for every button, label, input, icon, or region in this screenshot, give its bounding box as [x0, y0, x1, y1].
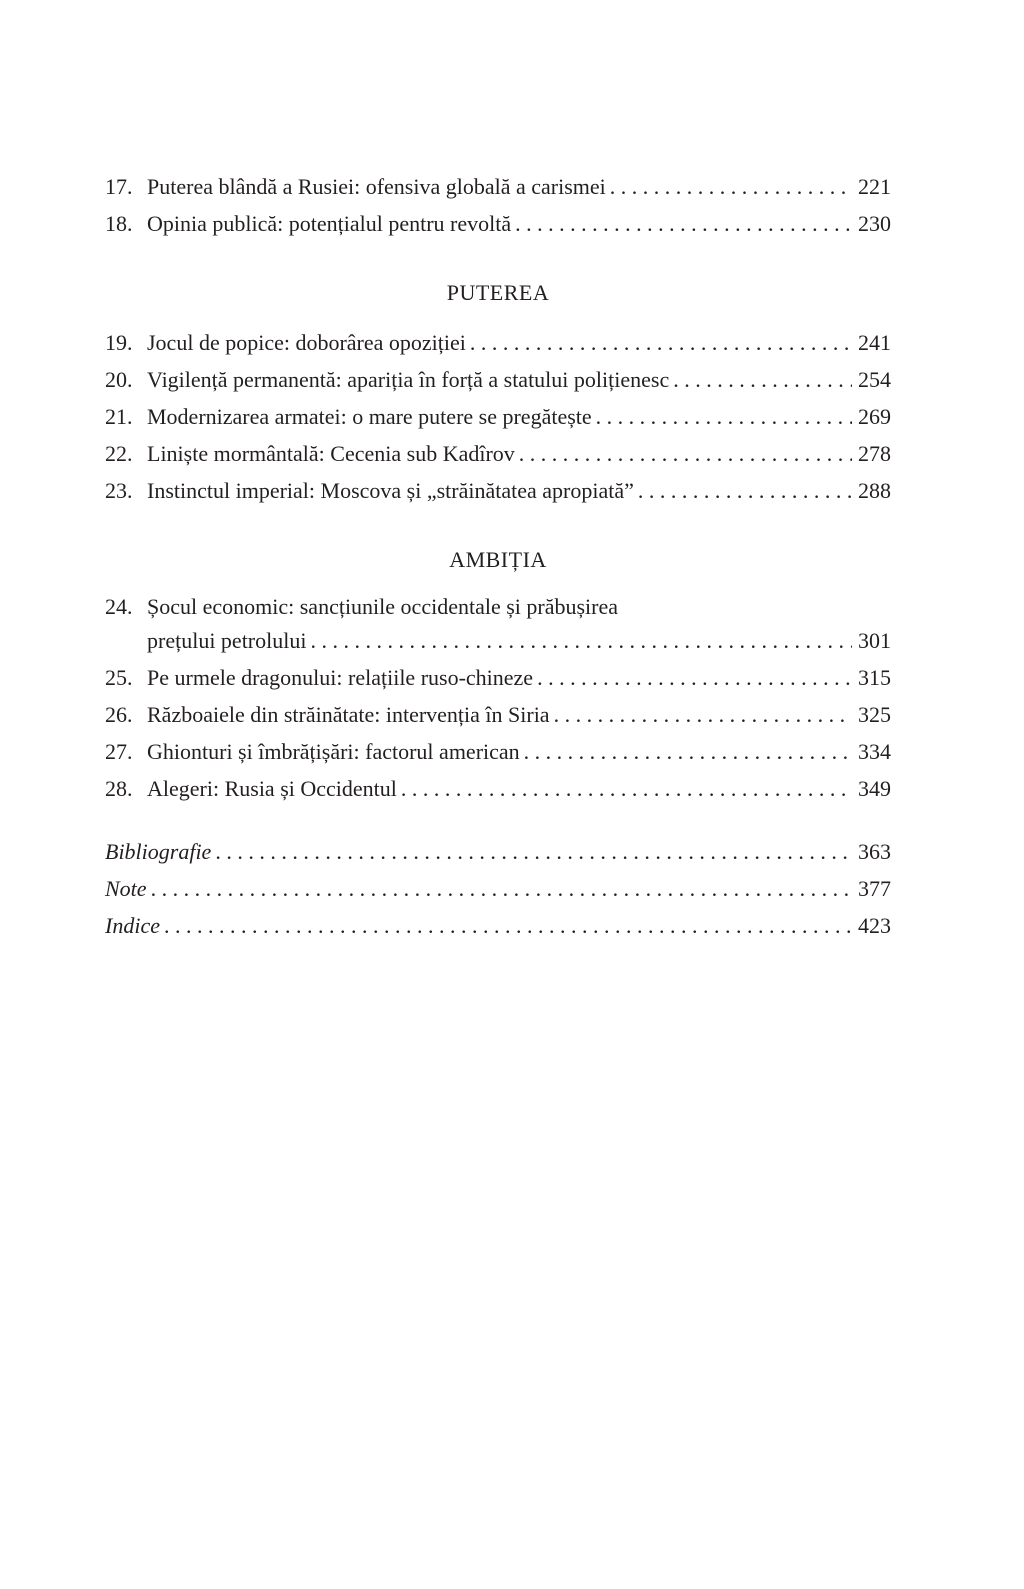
- page-number: 278: [858, 441, 891, 466]
- page-number: 334: [858, 739, 891, 764]
- chapter-title: Opinia publică: potențialul pentru revoltă: [147, 211, 512, 236]
- toc-entry-22: [105, 435, 891, 472]
- chapter-title: Puterea blândă a Rusiei: ofensiva globală a carismei: [147, 174, 606, 199]
- back-matter-title: Bibliografie: [105, 839, 212, 864]
- chapter-title-line2: prețului petrolului: [147, 628, 307, 653]
- dot-leader: [515, 205, 852, 242]
- dot-leader: [401, 770, 852, 807]
- spacer: [105, 579, 891, 591]
- dot-leader: [537, 659, 852, 696]
- chapter-title-line1: Șocul economic: sancțiunile occidentale și prăbușirea: [147, 594, 619, 619]
- page-number: 377: [858, 876, 891, 901]
- toc-entry-25: [105, 659, 891, 696]
- spacer: [105, 242, 891, 274]
- page-number: 363: [858, 839, 891, 864]
- chapter-number: 20.: [105, 367, 133, 392]
- chapter-number: 18.: [105, 211, 133, 236]
- toc-entry-28: [105, 770, 891, 807]
- back-matter-title: Indice: [105, 913, 160, 938]
- dot-leader: [215, 833, 852, 870]
- dot-leader: [610, 168, 852, 205]
- page-number: 241: [858, 330, 891, 355]
- toc-entry-26: [105, 696, 891, 733]
- chapter-title: Ghionturi și îmbrățișări: factorul american: [147, 739, 520, 764]
- chapter-number: 23.: [105, 478, 133, 503]
- chapter-number: 21.: [105, 404, 133, 429]
- page-number: 325: [858, 702, 891, 727]
- toc-entry-bibliografie: [105, 833, 891, 870]
- toc-entry-27: [105, 733, 891, 770]
- dot-leader: [673, 361, 852, 398]
- chapter-title: Alegeri: Rusia și Occidentul: [147, 776, 397, 801]
- dot-leader: [596, 398, 852, 435]
- page-number: 254: [858, 367, 891, 392]
- chapter-number: 17.: [105, 174, 133, 199]
- dot-leader: [554, 696, 852, 733]
- dot-leader: [470, 324, 852, 361]
- chapter-title: Instinctul imperial: Moscova și „străinătatea apropiată”: [147, 478, 634, 503]
- dot-leader: [519, 435, 852, 472]
- chapter-number: 24.: [105, 594, 133, 619]
- toc-entry-21: [105, 398, 891, 435]
- page-number: 349: [858, 776, 891, 801]
- chapter-title: Modernizarea armatei: o mare putere se pregătește: [147, 404, 592, 429]
- page-number: 315: [858, 665, 891, 690]
- chapter-title: Războaiele din străinătate: intervenția în Siria: [147, 702, 550, 727]
- chapter-number: 27.: [105, 739, 133, 764]
- dot-leader: [151, 870, 852, 907]
- dot-leader: [310, 622, 852, 659]
- section-heading-ambitia: AMBIȚIA: [449, 547, 547, 572]
- toc-entry-17: [105, 168, 891, 205]
- chapter-title: Pe urmele dragonului: relațiile ruso-chineze: [147, 665, 534, 690]
- toc-entry-20: [105, 361, 891, 398]
- chapter-title: Vigilență permanentă: apariția în forță a statului polițienesc: [147, 367, 670, 392]
- toc-entry-23: [105, 472, 891, 509]
- toc-entry-note: [105, 870, 891, 907]
- toc-entry-19: [105, 324, 891, 361]
- page-number: 423: [858, 913, 891, 938]
- chapter-title: Jocul de popice: doborârea opoziției: [147, 330, 466, 355]
- chapter-number: 28.: [105, 776, 133, 801]
- chapter-number: 22.: [105, 441, 133, 466]
- toc-entry-18: [105, 205, 891, 242]
- dot-leader: [638, 472, 852, 509]
- chapter-number: 25.: [105, 665, 133, 690]
- spacer: [105, 312, 891, 324]
- toc-entry-24: [105, 591, 891, 622]
- toc-entry-indice: [105, 907, 891, 944]
- chapter-number: 19.: [105, 330, 133, 355]
- dot-leader: [164, 907, 852, 944]
- section-heading-puterea: PUTEREA: [446, 280, 550, 305]
- back-matter-title: Note: [105, 876, 147, 901]
- dot-leader: [524, 733, 852, 770]
- chapter-title: Liniște mormântală: Cecenia sub Kadîrov: [147, 441, 515, 466]
- page-number: 301: [858, 628, 891, 653]
- toc-entry-24-continued: [105, 622, 891, 659]
- spacer: [105, 807, 891, 833]
- page-number: 288: [858, 478, 891, 503]
- page-number: 230: [858, 211, 891, 236]
- spacer: [105, 509, 891, 541]
- page-number: 221: [858, 174, 891, 199]
- page-number: 269: [858, 404, 891, 429]
- table-of-contents: [105, 168, 891, 944]
- chapter-number: 26.: [105, 702, 133, 727]
